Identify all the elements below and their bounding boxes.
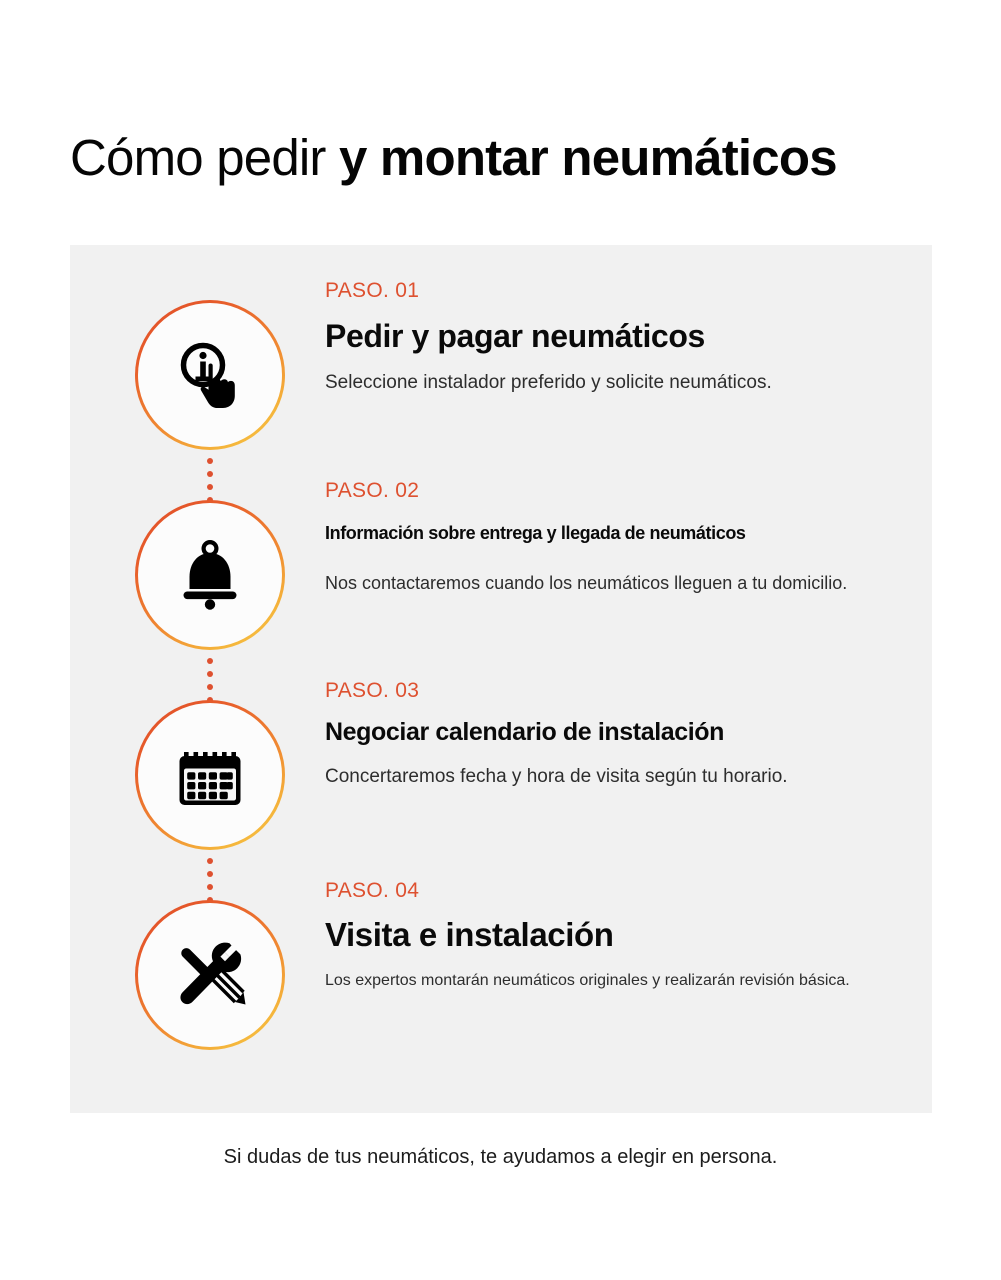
step-description: Seleccione instalador preferido y solicite neumáticos. [325,372,772,393]
step-description: Los expertos montarán neumáticos originales y realizarán revisión básica. [325,972,850,989]
steps-panel [70,245,932,1113]
calendar-icon [170,735,250,815]
step-icon-medallion-2 [135,500,285,650]
step-description: Nos contactaremos cuando los neumáticos lleguen a tu domicilio. [325,573,848,593]
step-label: PASO. 04 [325,879,420,902]
step-row [70,678,932,878]
step-row [70,478,932,678]
step-description: Concertaremos fecha y hora de visita según tu horario. [325,766,788,787]
step-title: Información sobre entrega y llegada de neumáticos [325,523,746,543]
bell-icon [170,535,250,615]
step-icon-medallion-1 [135,300,285,450]
step-row [70,878,932,1078]
page-title-bold: y montar neumáticos [339,129,837,186]
step-title: Visita e instalación [325,916,614,953]
step-text-block [325,478,915,595]
step-text-block [325,878,915,992]
page-title [70,128,940,188]
step-row [70,278,932,478]
step-label: PASO. 02 [325,479,420,502]
step-title: Pedir y pagar neumáticos [325,318,705,354]
tools-icon [169,934,251,1016]
step-text-block [325,678,915,790]
footer-note: Si dudas de tus neumáticos, te ayudamos a elegir en persona. [223,1146,778,1168]
step-title: Negociar calendario de instalación [325,718,725,746]
step-label: PASO. 03 [325,679,420,702]
step-icon-medallion-4 [135,900,285,1050]
step-text-block [325,278,915,396]
step-label: PASO. 01 [325,279,420,302]
page-title-light: Cómo pedir [70,129,339,186]
info-click-icon [170,335,250,415]
step-icon-medallion-3 [135,700,285,850]
